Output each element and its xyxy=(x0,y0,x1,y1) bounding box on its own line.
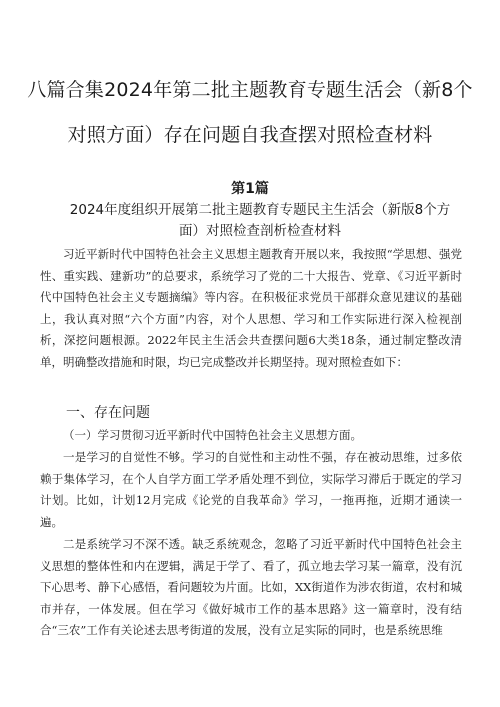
body-paragraph-1: 一是学习的自觉性不够。学习的自觉性和主动性不强，存在被动思维，过多依赖于集体学习，在个人自学方面工学矛盾处理不到位，实际学习滞后于既定的学习计划。比如，计划12月完成《论党的自我革命》学习，一拖再拖，近期才通读一遍。 xyxy=(40,450,462,529)
intro-paragraph: 习近平新时代中国特色社会主义思想主题教育开展以来，我按照“学思想、强党性、重实践、建新功”的总要求，系统学习了党的二十大报告、党章、《习近平新时代中国特色社会主义专题摘编》等内容。在积极征求党员干部群众意见建议的基础上，我认真对照“六个方面”内容，对个人思想、学习和工作实际进行深入检视剖析，深挖问题根源。2022年民主生活会共查摆问题6大类18条，通过制定整改清单，明确整改措施和时限，均已完成整改并长期坚持。现对照检查如下： xyxy=(40,247,462,369)
body-paragraph-2: 二是系统学习不深不透。缺乏系统观念，忽略了习近平新时代中国特色社会主义思想的整体性和内在逻辑，满足于学了、看了，孤立地去学习某一篇章，没有沉下心思考、静下心感悟，看问题较为片面。比如，XX街道作为涉农街道，农村和城市并存，一体发展。但在学习《做好城市工作的基本思路》这一篇章时，没有结合“三农”工作有关论述去思考街道的发展，没有立足实际的同时，也是系统思维 xyxy=(40,537,462,637)
document-title-line-1: 八篇合集2024年第二批主题教育专题生活会（新8个 xyxy=(27,79,473,101)
document-title-line-2: 对照方面）存在问题自我查摆对照检查材料 xyxy=(67,124,433,146)
part-label: 第1篇 xyxy=(231,181,269,197)
subsection-heading: （一）学习贯彻习近平新时代中国特色社会主义思想方面。 xyxy=(63,428,362,442)
article-subtitle: 2024年度组织开展第二批主题教育专题民主生活会（新版8个方面）对照检查剖析检查材料 xyxy=(69,202,451,239)
section-heading: 一、存在问题 xyxy=(66,405,150,421)
